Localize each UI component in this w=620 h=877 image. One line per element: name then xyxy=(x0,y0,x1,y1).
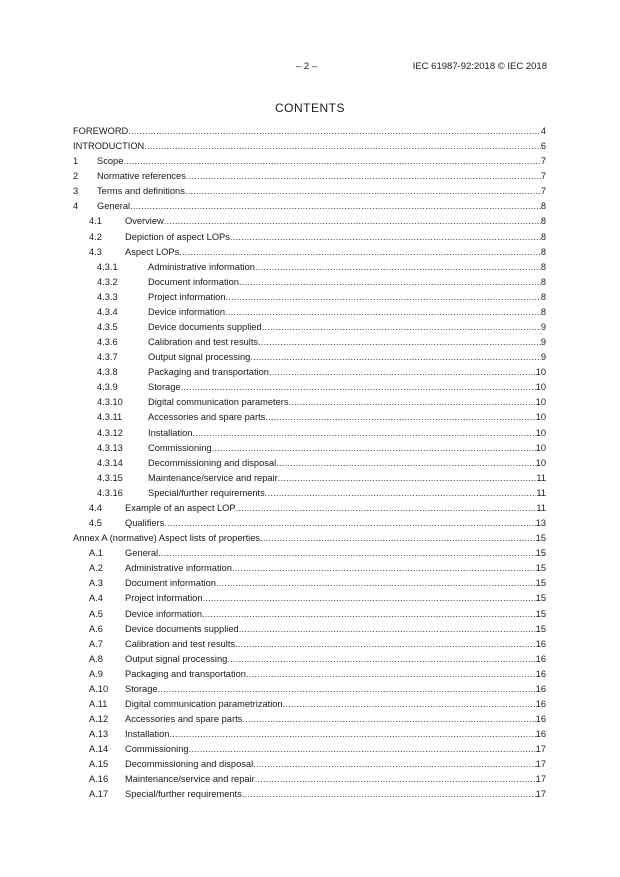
toc-entry-title: Decommissioning and disposal xyxy=(148,457,277,468)
toc-entry-page: 15 xyxy=(535,563,546,574)
toc-entry[interactable] xyxy=(73,757,546,772)
toc-entry-title: Overview xyxy=(125,216,164,227)
toc-leader-dots xyxy=(212,441,536,456)
toc-entry-number: A.5 xyxy=(89,608,103,619)
toc-entry-page: 7 xyxy=(540,186,546,197)
toc-entry-number: A.2 xyxy=(89,563,103,574)
toc-entry-title: Special/further requirements xyxy=(125,789,242,800)
toc-entry-number: 4.5 xyxy=(89,518,102,529)
toc-entry-title: Device documents supplied xyxy=(148,322,262,333)
toc-entry[interactable] xyxy=(73,697,546,712)
toc-entry[interactable] xyxy=(73,124,546,139)
toc-entry[interactable] xyxy=(73,531,546,546)
toc-leader-dots xyxy=(269,365,536,380)
toc-leader-dots xyxy=(242,712,535,727)
toc-entry-title: Terms and definitions xyxy=(97,186,185,197)
toc-entry-page: 16 xyxy=(535,638,546,649)
toc-entry-page: 16 xyxy=(535,729,546,740)
toc-entry-title: Maintenance/service and repair xyxy=(148,472,278,483)
toc-entry[interactable] xyxy=(73,380,546,395)
toc-leader-dots xyxy=(239,275,541,290)
toc-entry-page: 10 xyxy=(535,442,546,453)
toc-entry[interactable] xyxy=(73,139,546,154)
toc-entry-title: INTRODUCTION xyxy=(73,141,145,152)
toc-entry-title: Accessories and spare parts xyxy=(125,714,243,725)
toc-leader-dots xyxy=(202,607,536,622)
table-of-contents xyxy=(73,124,546,803)
toc-entry[interactable] xyxy=(73,727,546,742)
toc-entry-title: Special/further requirements xyxy=(148,487,265,498)
toc-entry-title: Device documents supplied xyxy=(125,623,239,634)
toc-leader-dots xyxy=(265,410,535,425)
toc-leader-dots xyxy=(230,230,541,245)
toc-entry[interactable] xyxy=(73,441,546,456)
toc-entry-number: 4.3.9 xyxy=(97,382,118,393)
toc-entry-page: 10 xyxy=(535,382,546,393)
toc-entry-title: Project information xyxy=(125,593,203,604)
toc-entry-title: General xyxy=(125,548,159,559)
toc-entry-title: Storage xyxy=(148,382,181,393)
toc-entry-page: 8 xyxy=(540,216,546,227)
toc-leader-dots xyxy=(250,350,541,365)
toc-entry-title: Commissioning xyxy=(125,744,189,755)
toc-leader-dots xyxy=(164,516,535,531)
toc-leader-dots xyxy=(283,697,536,712)
toc-entry-number: A.9 xyxy=(89,668,103,679)
toc-entry-number: A.14 xyxy=(89,744,109,755)
toc-entry-number: 4 xyxy=(73,201,79,212)
toc-entry-title: Qualifiers xyxy=(125,518,165,529)
toc-entry-page: 10 xyxy=(535,412,546,423)
toc-entry[interactable] xyxy=(73,169,546,184)
toc-entry-page: 10 xyxy=(535,397,546,408)
toc-entry-page: 8 xyxy=(540,306,546,317)
toc-entry-page: 15 xyxy=(535,533,546,544)
toc-entry[interactable] xyxy=(73,637,546,652)
toc-entry-number: 1 xyxy=(73,156,79,167)
toc-leader-dots xyxy=(278,471,537,486)
toc-entry[interactable] xyxy=(73,667,546,682)
toc-entry[interactable] xyxy=(73,260,546,275)
toc-entry[interactable] xyxy=(73,335,546,350)
toc-entry-number: 4.3 xyxy=(89,246,102,257)
toc-entry[interactable] xyxy=(73,486,546,501)
toc-entry-number: 4.3.8 xyxy=(97,367,118,378)
toc-entry[interactable] xyxy=(73,561,546,576)
toc-entry[interactable] xyxy=(73,516,546,531)
toc-entry-number: 4.3.6 xyxy=(97,337,118,348)
toc-entry[interactable] xyxy=(73,501,546,516)
toc-entry-page: 7 xyxy=(540,156,546,167)
toc-entry[interactable] xyxy=(73,320,546,335)
toc-entry-page: 17 xyxy=(535,759,546,770)
toc-entry[interactable] xyxy=(73,199,546,214)
toc-entry-page: 16 xyxy=(535,698,546,709)
page-number: – 2 – xyxy=(296,61,318,72)
toc-leader-dots xyxy=(189,742,536,757)
toc-entry-page: 16 xyxy=(535,668,546,679)
toc-entry-number: A.1 xyxy=(89,548,103,559)
toc-entry[interactable] xyxy=(73,426,546,441)
toc-entry-page: 15 xyxy=(535,548,546,559)
toc-entry-number: 4.3.15 xyxy=(97,472,123,483)
toc-leader-dots xyxy=(130,199,541,214)
standard-designation: IEC 61987-92:2018 © IEC 2018 xyxy=(412,61,547,72)
toc-leader-dots xyxy=(123,154,540,169)
toc-leader-dots xyxy=(262,320,541,335)
toc-entry-number: A.12 xyxy=(89,714,109,725)
toc-entry-title: Annex A (normative) Aspect lists of properties xyxy=(73,533,261,544)
toc-entry-page: 17 xyxy=(535,789,546,800)
toc-entry-number: 2 xyxy=(73,171,79,182)
toc-entry[interactable] xyxy=(73,652,546,667)
toc-leader-dots xyxy=(169,727,535,742)
toc-entry-number: 4.3.1 xyxy=(97,261,118,272)
toc-entry-number: 4.3.14 xyxy=(97,457,123,468)
toc-entry-number: 4.3.3 xyxy=(97,291,118,302)
toc-leader-dots xyxy=(236,501,537,516)
toc-entry-page: 10 xyxy=(535,367,546,378)
toc-entry-title: Aspect LOPs xyxy=(125,246,180,257)
toc-entry-title: Accessories and spare parts xyxy=(148,412,266,423)
toc-entry[interactable] xyxy=(73,682,546,697)
toc-entry-page: 13 xyxy=(535,518,546,529)
toc-entry-title: Installation xyxy=(148,427,193,438)
toc-entry-title: Normative references xyxy=(97,171,186,182)
toc-leader-dots xyxy=(227,652,535,667)
toc-entry-page: 8 xyxy=(540,276,546,287)
toc-entry-page: 11 xyxy=(536,472,546,483)
toc-entry-number: A.11 xyxy=(89,698,108,709)
toc-entry-title: FOREWORD xyxy=(73,126,129,136)
toc-entry-page: 6 xyxy=(540,141,546,152)
toc-leader-dots xyxy=(239,622,536,637)
toc-entry[interactable] xyxy=(73,712,546,727)
toc-leader-dots xyxy=(186,169,541,184)
toc-entry[interactable] xyxy=(73,591,546,606)
toc-entry[interactable] xyxy=(73,275,546,290)
toc-leader-dots xyxy=(258,335,541,350)
toc-leader-dots xyxy=(235,637,536,652)
toc-entry-number: 4.3.2 xyxy=(97,276,118,287)
toc-entry[interactable] xyxy=(73,184,546,199)
toc-leader-dots xyxy=(289,395,536,410)
toc-entry[interactable] xyxy=(73,546,546,561)
toc-entry-title: Administrative information xyxy=(125,563,232,574)
toc-entry-number: 4.3.7 xyxy=(97,352,118,363)
toc-entry-page: 15 xyxy=(535,608,546,619)
toc-entry-page: 15 xyxy=(535,593,546,604)
toc-entry[interactable] xyxy=(73,410,546,425)
toc-entry[interactable] xyxy=(73,742,546,757)
toc-leader-dots xyxy=(276,456,536,471)
toc-entry-page: 10 xyxy=(535,427,546,438)
toc-entry-page: 10 xyxy=(535,457,546,468)
toc-entry-number: A.3 xyxy=(89,578,103,589)
toc-entry-number: 4.3.16 xyxy=(97,487,123,498)
toc-entry-page: 8 xyxy=(540,291,546,302)
toc-leader-dots xyxy=(226,290,541,305)
toc-entry-number: 4.2 xyxy=(89,231,102,242)
toc-entry[interactable] xyxy=(73,154,546,169)
toc-entry-number: A.10 xyxy=(89,683,109,694)
toc-entry[interactable] xyxy=(73,456,546,471)
toc-entry-title: Storage xyxy=(125,683,158,694)
toc-entry-title: Digital communication parameters xyxy=(148,397,289,408)
toc-entry[interactable] xyxy=(73,787,546,802)
toc-leader-dots xyxy=(192,426,535,441)
toc-leader-dots xyxy=(158,682,536,697)
toc-entry-title: Device information xyxy=(148,306,225,317)
toc-entry-number: A.15 xyxy=(89,759,109,770)
toc-leader-dots xyxy=(158,546,536,561)
toc-leader-dots xyxy=(203,591,536,606)
toc-leader-dots xyxy=(246,667,536,682)
toc-entry-page: 15 xyxy=(535,623,546,634)
toc-entry-number: 4.4 xyxy=(89,502,102,513)
toc-entry-title: Device information xyxy=(125,608,202,619)
toc-leader-dots xyxy=(260,531,536,546)
toc-entry[interactable] xyxy=(73,214,546,229)
toc-entry-number: 4.3.4 xyxy=(97,306,118,317)
toc-entry[interactable] xyxy=(73,350,546,365)
toc-leader-dots xyxy=(128,124,541,139)
toc-leader-dots xyxy=(255,772,536,787)
toc-entry-number: 4.1 xyxy=(89,216,102,227)
toc-entry-title: Administrative information xyxy=(148,261,255,272)
toc-entry-title: Packaging and transportation xyxy=(125,668,246,679)
toc-entry-number: 4.3.13 xyxy=(97,442,123,453)
toc-entry-number: A.4 xyxy=(89,593,103,604)
toc-leader-dots xyxy=(216,576,536,591)
toc-entry-number: A.6 xyxy=(89,623,103,634)
toc-leader-dots xyxy=(144,139,541,154)
toc-entry-title: Calibration and test results xyxy=(148,337,259,348)
toc-entry[interactable] xyxy=(73,290,546,305)
toc-leader-dots xyxy=(185,184,541,199)
toc-entry[interactable] xyxy=(73,365,546,380)
toc-entry-title: General xyxy=(97,201,131,212)
toc-entry-page: 4 xyxy=(540,126,546,136)
toc-entry-number: 4.3.5 xyxy=(97,322,118,333)
toc-entry[interactable] xyxy=(73,576,546,591)
toc-entry-number: A.7 xyxy=(89,638,103,649)
toc-entry-page: 9 xyxy=(540,337,546,348)
toc-leader-dots xyxy=(225,305,541,320)
toc-entry-number: 4.3.12 xyxy=(97,427,123,438)
toc-entry-page: 8 xyxy=(540,231,546,242)
toc-entry-page: 17 xyxy=(535,774,546,785)
toc-entry-page: 11 xyxy=(536,487,546,498)
toc-entry-page: 9 xyxy=(540,352,546,363)
toc-entry-title: Example of an aspect LOP xyxy=(125,502,236,513)
toc-entry[interactable] xyxy=(73,230,546,245)
toc-entry-title: Commissioning xyxy=(148,442,212,453)
toc-leader-dots xyxy=(179,245,541,260)
toc-entry-page: 8 xyxy=(540,201,546,212)
toc-entry-title: Digital communication parametrization xyxy=(125,698,283,709)
toc-entry-title: Project information xyxy=(148,291,226,302)
toc-entry[interactable] xyxy=(73,395,546,410)
toc-entry-page: 16 xyxy=(535,653,546,664)
toc-entry-number: 3 xyxy=(73,186,79,197)
contents-heading: CONTENTS xyxy=(275,101,345,115)
toc-entry-page: 16 xyxy=(535,683,546,694)
toc-entry-number: A.16 xyxy=(89,774,109,785)
toc-entry-page: 9 xyxy=(540,322,546,333)
toc-entry[interactable] xyxy=(73,607,546,622)
toc-entry[interactable] xyxy=(73,471,546,486)
toc-leader-dots xyxy=(265,486,537,501)
toc-entry-title: Depiction of aspect LOPs xyxy=(125,231,230,242)
toc-entry-page: 11 xyxy=(536,502,546,513)
toc-entry-title: Packaging and transportation xyxy=(148,367,269,378)
toc-entry-page: 17 xyxy=(535,744,546,755)
toc-entry-page: 8 xyxy=(540,261,546,272)
toc-entry-page: 7 xyxy=(540,171,546,182)
toc-entry-title: Output signal processing xyxy=(148,352,251,363)
toc-entry-number: A.8 xyxy=(89,653,103,664)
toc-entry-number: A.13 xyxy=(89,729,109,740)
toc-entry-title: Decommissioning and disposal xyxy=(125,759,254,770)
toc-entry-title: Document information xyxy=(148,276,239,287)
toc-leader-dots xyxy=(181,380,536,395)
toc-entry-title: Document information xyxy=(125,578,216,589)
toc-entry-number: 4.3.10 xyxy=(97,397,123,408)
toc-entry-page: 15 xyxy=(535,578,546,589)
toc-entry[interactable] xyxy=(73,772,546,787)
toc-entry-number: 4.3.11 xyxy=(97,412,123,423)
toc-entry-title: Output signal processing xyxy=(125,653,228,664)
toc-entry-page: 8 xyxy=(540,246,546,257)
toc-leader-dots xyxy=(242,787,536,802)
toc-entry[interactable] xyxy=(73,245,546,260)
toc-leader-dots xyxy=(164,214,541,229)
toc-leader-dots xyxy=(253,757,536,772)
toc-entry-title: Calibration and test results xyxy=(125,638,236,649)
toc-entry[interactable] xyxy=(73,622,546,637)
toc-entry-title: Installation xyxy=(125,729,170,740)
toc-entry-page: 16 xyxy=(535,714,546,725)
toc-leader-dots xyxy=(232,561,536,576)
toc-leader-dots xyxy=(255,260,541,275)
toc-entry-title: Maintenance/service and repair xyxy=(125,774,255,785)
toc-entry-title: Scope xyxy=(97,156,124,167)
toc-entry-number: A.17 xyxy=(89,789,109,800)
toc-entry[interactable] xyxy=(73,305,546,320)
